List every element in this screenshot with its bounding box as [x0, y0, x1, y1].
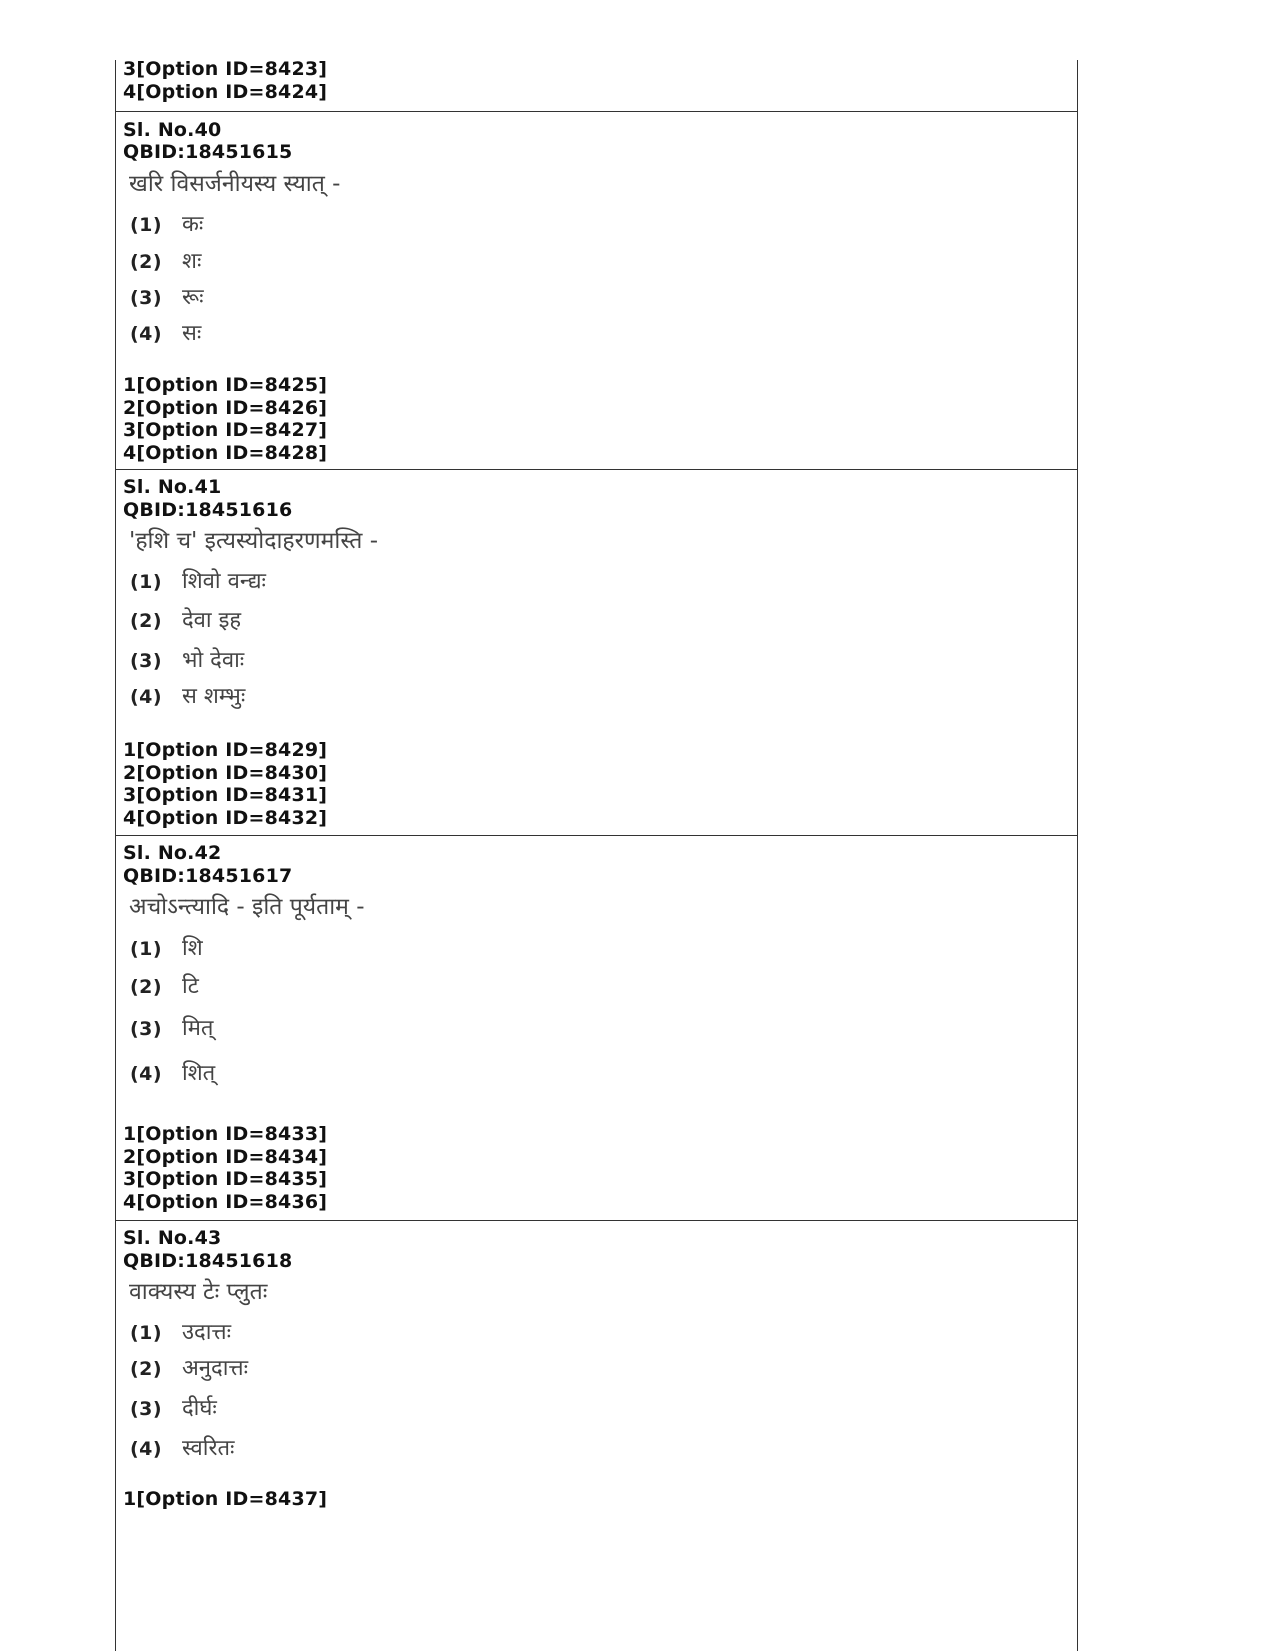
option-text: टि: [182, 974, 199, 999]
question-bank-id: QBID:18451616: [123, 499, 293, 521]
option-id-line: 2[Option ID=8434]: [123, 1146, 328, 1168]
answer-option-1: [130, 1318, 231, 1348]
option-text: अनुदात्तः: [182, 1356, 249, 1381]
option-text: उदात्तः: [182, 1320, 232, 1345]
answer-option-4: [130, 682, 245, 712]
question-block-43: [116, 1220, 1077, 1651]
question-bank-id: QBID:18451615: [123, 141, 293, 163]
option-number: (1): [130, 938, 163, 960]
option-id-line: 3[Option ID=8423]: [123, 58, 328, 80]
option-id-line: 2[Option ID=8426]: [123, 397, 328, 419]
answer-option-1: [130, 567, 266, 597]
answer-option-4: [130, 1059, 215, 1089]
question-text: अचोऽन्त्यादि - इति पूर्यताम् -: [129, 894, 365, 920]
option-id-line: 3[Option ID=8435]: [123, 1168, 328, 1190]
option-text: भो देवाः: [182, 648, 245, 673]
serial-number: Sl. No.40: [123, 119, 222, 141]
previous-question-tail: [116, 60, 1077, 111]
option-id-line: 4[Option ID=8424]: [123, 81, 328, 103]
option-id-line: 1[Option ID=8425]: [123, 374, 328, 396]
option-id-line: 1[Option ID=8437]: [123, 1488, 328, 1510]
answer-option-1: [130, 210, 203, 240]
option-text: शि: [182, 936, 203, 961]
option-number: (4): [130, 1063, 163, 1085]
serial-number: Sl. No.42: [123, 842, 222, 864]
option-text: मित्: [182, 1016, 214, 1041]
question-bank-id: QBID:18451617: [123, 865, 293, 887]
option-number: (2): [130, 1358, 163, 1380]
option-text: स शम्भुः: [182, 684, 246, 709]
option-text: शः: [182, 249, 202, 274]
question-block-42: [116, 835, 1077, 1220]
option-text: रूः: [182, 285, 204, 310]
option-id-line: 1[Option ID=8433]: [123, 1123, 328, 1145]
question-text: 'हशि च' इत्यस्योदाहरणमस्ति -: [129, 528, 379, 554]
option-id-line: 3[Option ID=8431]: [123, 784, 328, 806]
option-id-line: 4[Option ID=8428]: [123, 442, 328, 464]
answer-option-2: [130, 1354, 248, 1384]
option-number: (1): [130, 571, 163, 593]
option-text: देवा इह: [182, 608, 242, 633]
option-number: (3): [130, 650, 163, 672]
serial-number: Sl. No.43: [123, 1227, 222, 1249]
option-id-line: 1[Option ID=8429]: [123, 739, 328, 761]
option-id-line: 4[Option ID=8432]: [123, 807, 328, 829]
serial-number: Sl. No.41: [123, 476, 222, 498]
option-text: सः: [182, 321, 202, 346]
option-id-line: 3[Option ID=8427]: [123, 419, 328, 441]
answer-option-2: [130, 247, 201, 277]
option-number: (1): [130, 214, 163, 236]
answer-option-1: [130, 934, 203, 964]
option-text: कः: [182, 212, 204, 237]
option-number: (4): [130, 323, 163, 345]
option-text: स्वरितः: [182, 1436, 235, 1461]
question-text: वाक्यस्य टेः प्लुतः: [129, 1279, 268, 1305]
option-number: (2): [130, 610, 163, 632]
answer-option-2: [130, 972, 199, 1002]
question-block-41: [116, 469, 1077, 835]
answer-option-3: [130, 646, 244, 676]
question-text: खरि विसर्जनीयस्य स्यात् -: [129, 171, 341, 197]
option-text: शिवो वन्द्यः: [182, 569, 266, 594]
option-text: दीर्घः: [182, 1396, 217, 1421]
option-id-line: 2[Option ID=8430]: [123, 762, 328, 784]
option-number: (3): [130, 287, 163, 309]
question-block-40: [116, 111, 1077, 469]
answer-option-4: [130, 319, 201, 349]
answer-option-3: [130, 1014, 213, 1044]
question-paper: [115, 60, 1078, 1651]
answer-option-2: [130, 606, 241, 636]
option-number: (2): [130, 251, 163, 273]
option-number: (2): [130, 976, 163, 998]
option-number: (3): [130, 1018, 163, 1040]
answer-option-3: [130, 1394, 217, 1424]
answer-option-4: [130, 1434, 234, 1464]
question-bank-id: QBID:18451618: [123, 1250, 293, 1272]
option-number: (4): [130, 1438, 163, 1460]
option-number: (1): [130, 1322, 163, 1344]
option-text: शित्: [182, 1061, 216, 1086]
answer-option-3: [130, 283, 204, 313]
option-number: (4): [130, 686, 163, 708]
option-number: (3): [130, 1398, 163, 1420]
option-id-line: 4[Option ID=8436]: [123, 1191, 328, 1213]
